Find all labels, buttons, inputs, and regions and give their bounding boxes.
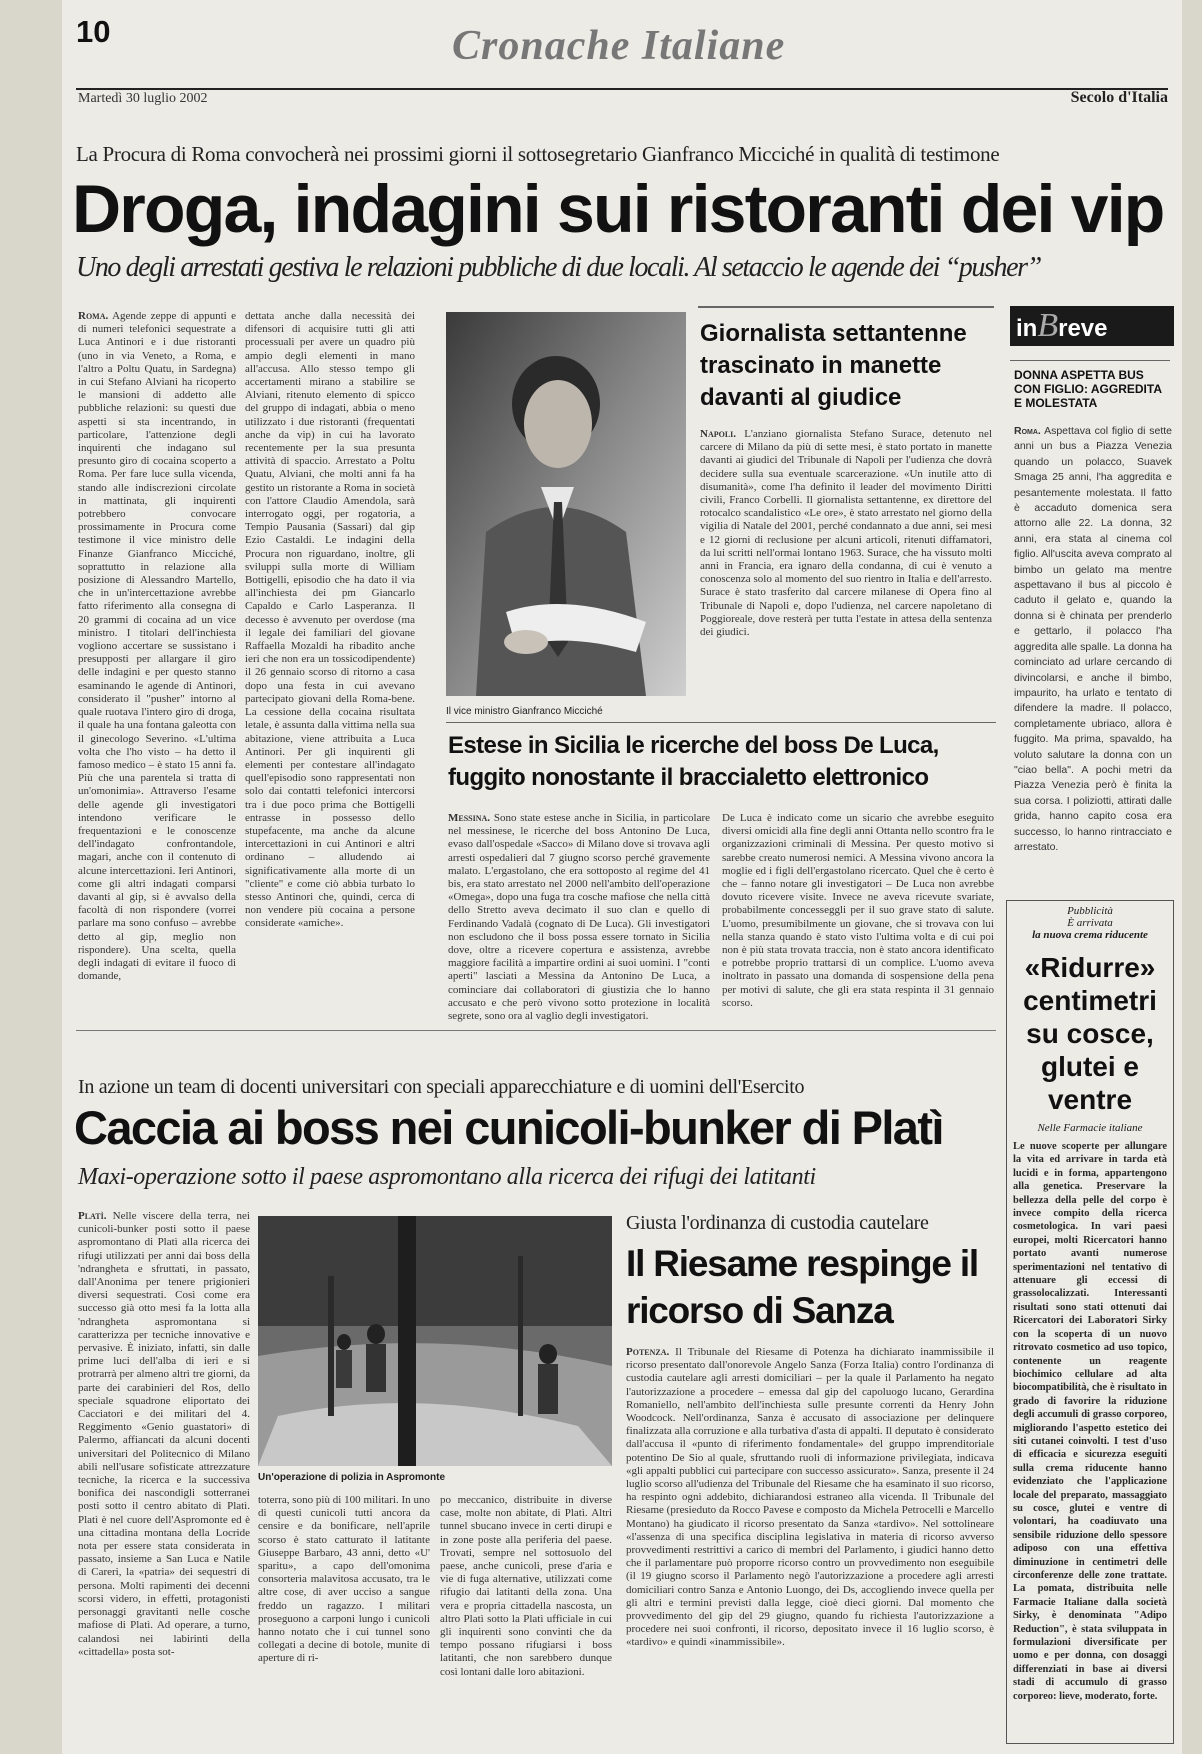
journalist-body-text: L'anziano giornalista Stefano Surace, detenuto nel carcere di Milano da più di sette mesi, è stato portato in manette davanti ai giudici del Tribunale di Napoli per l'udienza che dovrà decidere sulla sua eventuale scarcerazione. «Un inutile atto di disumanità», come l'ha definito il leader del movimento Diritti civili, Franco Corbelli. Il giornalista settantenne, ex direttore del rotocalco scandalistico «Le ore», è stato arrestato nel giorno della vigilia di Natale del 2001, perché condannato a due anni, sei mesi e 12 giorni di reclusione per alcuni articoli, ritenuti diffamatori, da lui scritti nell'ormai lontano 1963. Surace, che ha vissuto molti anni in Francia, era ignaro della condanna, di cui è venuto a conoscenza solo al momento del suo rientro in Italia e dell'arresto. Surace è stato trasferito dal carcere milanese di Opera fino al Tribunale di Napoli e, dopo l'udienza, nel carcere napoletano di Poggioreale, dove resterà per tutta l'estate in attesa della sentenza dei giudici.	[700, 428, 992, 639]
deluca-col2	[722, 812, 994, 1016]
ad-title: «Ridurre» centimetri su cosce, glutei e ventre	[1023, 952, 1157, 1115]
deluca-col1-text: Sono state estese anche in Sicilia, in particolare nel messinese, le ricerche del boss Antonino De Luca, evaso dall'ospedale «Sacco» di Milano dove si trovava agli arresti ospedalieri dal 7 giugno scorso perché gravemente malato. L'ergastolano, che era sottoposto al regime del 41 bis, era stato arrestato nel 2000 nell'ambito dell'operazione «Omega», dopo una fuga tra cosche mafiose che nella città dello Stretto aveva decimato il suo clan e quello di Ferdinando Vadalà (cognato di De Luca). Gli investigatori non escludono che il boss possa essere tornato in Sicilia dove, oltre a ricevere copertura e assistenza, avrebbe maggiore facilità a impartire ordini ai suoi uomini. I "conti aperti" lasciati a Messina da Antonino De Luca, a cominciare dai collaboratori di giustizia che lo hanno accusato e che però vivono sotto protezione in località segrete, sono ora al vaglio degli investigatori.	[448, 812, 711, 1023]
plati-col3	[440, 1494, 612, 1740]
ad-label: Pubblicità	[1067, 905, 1113, 917]
in-breve-dateline: Roma.	[1014, 425, 1041, 437]
sanza-body-text: Il Tribunale del Riesame di Potenza ha dichiarato inammissibile il ricorso presentato dall'onorevole Angelo Sanza (Forza Italia) contro l'ordinanza di custodia cautelare agli arresti domiciliari – per la quale il Parlamento ha negato l'autorizzazione a procedere – emessa dal gip del capoluogo lucano, Gerardina Romaniello, nell'ambito dell'inchiesta sulle presunte correnti da Henry John Woodcock. Nell'ordinanza, Sanza è accusato di associazione per delinquere finalizzata alla corruzione e alla turbativa d'asta di appalti. Il deputato è considerato dall'accusa il «punto di riferimento fondamentale» del gruppo imprenditoriale potentino De Sio al quale, sfruttando ruoli di informazione privilegiata, indicava «gli appalti pubblici cui partecipare con successo assicurato». Sanza, presente il 24 luglio scorso all'udienza del Tribunale del Riesame che ha esaminato il suo ricorso, ha respinto ogni addebito, dichiarandosi estraneo alla vicenda. Il Tribunale del Riesame (presieduto da Rocco Pavese e composto da Michela Petrocelli e Marcello Montano) ha giudicato il ricorso presentato da Sanza «tardivo». Nel sottolineare «l'assenza di una specifica disciplina legislativa in materia di ricorso avverso provvedimenti restrittivi a carico di membri del Parlamento, i giudici hanno detto che il parlamentare può proporre ricorso contro un provvedimento non eseguibile (il 19 giugno scorso il Parlamento negò l'autorizzazione a procedere agli arresti domiciliari contro Sanza e Antonio Luongo, dei Ds, accogliendo invece quella per gli altri e termini previsti dalla legge, cioè dieci giorni. Dal momento che provvedimento del gip del 29 giugno, quando fu richiesta l'autorizzazione a procedere nei suoi confronti, il ricorso, depositato invece il 16 luglio scorso, è «tardivo» e quindi «inammissibile».	[626, 1346, 995, 1649]
plati-col1	[78, 1210, 250, 1740]
in-breve-headline: DONNA ASPETTA BUS CON FIGLIO: AGGREDITA E MOLESTATA	[1014, 368, 1162, 410]
ad-line1: È arrivata	[1067, 917, 1113, 929]
sanza-kicker: Giusta l'ordinanza di custodia cautelare	[626, 1212, 929, 1234]
header-rule	[76, 88, 1168, 90]
issue-date: Martedì 30 luglio 2002	[78, 91, 208, 106]
ad-body: Le nuove scoperte per allungare la vita ed arrivare in tarda età lucidi e in forma, appartengono alla genetica. Preservare la bellezza della pelle del corpo è invece compito della ricerca cosmetologica. In vari paesi europei, molti Ricercatori hanno portato avanti numerose sperimentazioni nel tentativo di attenuare gli eccessi di grassolocalizzati. Interessanti risultati sono stati ottenuti dai Ricercatori dei Laboratori Sirky con la scoperta di un nuovo ritrovato cosmetico ad uso topico, contenente un reagente biochimico cellulare ad alta biocompatibilità, che è risultato in grado di favorire la riduzione degli accumuli di grasso corporeo, migliorando l'aspetto estetico dei siti cutanei coinvolti. I test d'uso di efficacia e sicurezza eseguiti sulla crema riducente hanno evidenziato che l'applicazione locale del preparato, massaggiato su cosce, glutei e ventre di volontari, ha coadiuvato una sensibile riduzione dello spessore adiposo con una effettiva diminuzione in centimetri delle circonferenze delle zone trattate. La pomata, distribuita nelle Farmacie Italiane dalla società Sirky, è denominata "Adipo Reduction", è stata sviluppata in formulazioni diversificate per uomo e per donna, con dosaggi differenziati in base ai diversi stadi di accumulo di grasso corporeo: lieve, moderato, forte.	[1013, 1141, 1167, 1702]
plati-col2-text: toterra, sono più di 100 militari. In uno di questi cunicoli tutti ancora da censire e da bonificare, nell'aprile scorso è stato catturato il latitante Giuseppe Barbaro, 43 anni, detto «U' sparitu», a capo dell'omonima consorteria malavitosa accusato, tra le altre cose, di aver ucciso a sangue freddo un ragazzo. I militari proseguono a carponi lungo i cunicoli hanno notato che i cui tunnel sono collegati a decine di botole, munite di aperture di ri-	[258, 1494, 430, 1665]
plati-col2	[258, 1494, 430, 1740]
journalist-body	[700, 428, 992, 696]
plati-col1-text: Nelle viscere della terra, nei cunicoli-bunker posti sotto il paese aspromontano di Platì alla ricerca dei rifugi utilizzati per anni dai boss della 'ndrangheta e sfruttati, in passato, dall'Anonima per tenere prigionieri diversi sequestrati. Così come era successo già otto mesi fa la lotta alla 'ndrangheta aspromontana si caratterizza per tecniche innovative e pervasive. È iniziato, infatti, sin dalle prime luci dell'alba di ieri e si protrarrà per almeno altri tre giorni, da parte dei carabinieri del Ros, dello speciale squadrone eliportato dei Cacciatori e dei militari del 4. Reggimento «Genio guastatori» di Palermo, affiancati da alcuni docenti universitari del Politecnico di Milano abili nell'usare sofisticate attrezzature tecniche, la ricerca e la successiva bonifica dei nascondigli sotterranei posti sotto il centro abitato di Platì. Platì è nel cuore dell'Aspromonte ed è una cittadina montana della Locride nota per essere stata considerata in passato, insieme a San Luca e Natile di Careri, la «patria» dei sequestri di persona. Molti rapimenti dei decenni scorsi videro, in effetti, protagonisti personaggi gravitanti nelle cosche mafiose di Platì. Ad operare, a turno, calandosi nei labirinti della «cittadella» posta sot-	[78, 1210, 250, 1658]
page-number: 10	[76, 14, 111, 49]
aspromonte-photo	[258, 1216, 612, 1466]
main-headline: Droga, indagini sui ristoranti dei vip	[72, 171, 1164, 247]
in-breve-body	[1014, 424, 1172, 882]
masthead: Secolo d'Italia	[1070, 89, 1168, 106]
ad-box	[1006, 900, 1174, 1744]
plati-kicker: In azione un team di docenti universitari con speciali apparecchiature e di uomini dell'Esercito	[78, 1076, 805, 1098]
ad-line2: la nuova crema riducente	[1032, 929, 1148, 941]
in-breve-text: Aspettava col figlio di sette anni un bus a Piazza Venezia quando un polacco, Suavek Smaga 25 anni, l'ha aggredita e pesantemente molestata. Il fatto è accaduto domenica sera attorno alle 22. La donna, 32 anni, era stata al cinema col figlio. All'uscita aveva comprato al bimbo un gelato ma mentre aspettavano il bus al piccolo è caduto il gelato e, quando la donna si è chinata per prenderlo e gettarlo, il polacco l'ha aggredita alle spalle. La donna ha cominciato ad urlare cercando di divincolarsi, e anche il bimbo, impaurito, ha urlato e tentato di difendere la madre. Il polacco, completamente ubriaco, allora è fuggito. Ma prima, spavaldo, ha voluto salutare la donna con un "ciao bella". A pochi metri da Piazza Venezia però è finita la sua corsa. I poliziotti, attirati dalle grida, hanno capito cosa era successo, lo hanno rintracciato e arrestato.	[1014, 425, 1172, 853]
newspaper-page	[62, 0, 1182, 1754]
in-breve-box	[1010, 306, 1174, 886]
sanza-headline: Il Riesame respinge il ricorso di Sanza	[626, 1243, 978, 1331]
journalist-dateline: Napoli.	[700, 428, 737, 440]
main-article-col2	[245, 310, 415, 1016]
deluca-dateline: Messina.	[448, 812, 491, 824]
journalist-headline: Giornalista settantenne trascinato in manette davanti al giudice	[700, 320, 967, 411]
in-breve-rule	[1010, 360, 1170, 361]
sanza-dateline: Potenza.	[626, 1346, 670, 1358]
plati-top-rule	[76, 1030, 996, 1031]
main-col1-text: Agende zeppe di appunti e di numeri telefonici sequestrate a Luca Antinori e i due ristoranti (uno in via Veneto, a Roma, e l'altro a Poltu Quatu, in Sardegna) in cui Stefano Alviani ha ricoperto le mansioni di addetto alle pubbliche relazioni: su questi due aspetti si sta incentrando, in particolare, l'attenzione degli inquirenti che indagano sul presunto giro di cocaina scoperto a Roma. Per fare luce sulla vicenda, stando alle indiscrezioni circolate in mattinata, gli inquirenti potrebbero convocare prossimamente in Procura come testimone il vice ministro delle Finanze Gianfranco Micciché, soprattutto in relazione alla posizione di Alessandro Martello, che in un'intercettazione avrebbe fatto riferimento alla consegna di 20 grammi di cocaina ad un vice ministro. I titolari dell'inchiesta vogliono accertare se sussistano i presupposti per allargare il giro delle indagini e per questo stanno esaminando le agende di Antinori, considerato il "pusher" intorno al quale ruotava l'intero giro di droga, il quale ha una fontana galeotta con il ginecologo Severino. «L'ultima volta che l'ho visto – ha detto il famoso medico – è stato 15 anni fa. Più che una parentela si tratta di un'omonimia». Attraverso l'esame delle agende gli investigatori intendono verificare le frequentazioni e le conoscenze dell'indagato confrontandole, magari, anche con il contenuto di alcune intercettazioni. Ieri Antinori, come gli altri indagati comparsi davanti al gip, si è avvalso della facoltà di non rispondere (vorrei parlare ma sono confuso – avrebbe detto al gip, meglio non rispondere). Una scelta, quella degli indagati di evitare il fuoco di domande,	[78, 310, 236, 983]
main-article-col1	[78, 310, 236, 1016]
plati-col3-text: po meccanico, distribuite in diverse case, molte non abitate, di Platì. Altri tunnel sbucano invece in certi dirupi e in zone poste alla periferia del paese. Trovati, sempre nel sottosuolo del paese, anche cunicoli, prese d'aria e vie di fuga alternative, utilizzati come rifugio dai latitanti della zona. Una vera e propria cittadella nascosta, un altro Platì sotto la Platì ufficiale in cui gli inquirenti sono convinti che da tempo possano rifugiarsi i boss latitanti, che non sarebbero dunque così lontani dalle loro abitazioni.	[440, 1494, 612, 1678]
plati-dateline: Platì.	[78, 1210, 107, 1222]
deluca-top-rule	[446, 722, 996, 723]
aspromonte-photo-caption: Un'operazione di polizia in Aspromonte	[258, 1472, 446, 1483]
journalist-top-rule	[698, 306, 994, 308]
micciche-photo-caption: Il vice ministro Gianfranco Micciché	[446, 706, 603, 717]
deluca-headline: Estese in Sicilia le ricerche del boss De Luca, fuggito nonostante il braccialetto elettronico	[448, 732, 939, 791]
micciche-photo	[446, 312, 686, 696]
main-col2-text: dettata anche dalla necessità dei difensori di acquisire tutti gli atti processuali per avere un quadro più ampio degli elementi in mano all'accusa. Allo stesso tempo gli accertamenti mirano a stabilire se Alviani, ritenuto elemento di spicco del gruppo di indagati, abbia o meno utilizzato i due ristoranti (frequentati anche da vip) in cui ha lavorato recentemente per la sua presunta attività di spaccio. Arrestato a Poltu Quatu, Alviani, che molti anni fa ha gestito un ristorante a Roma in società con l'attore Claudio Amendola, sarà interrogato oggi, per rogatoria, a Tempio Pausania (Sassari) dal gip Ezio Castaldi. Le indagini della Procura non riguardano, inoltre, gli sviluppi sulla morte di William Bottigelli, episodio che ha dato il via all'inchiesta dei pm Giancarlo Capaldo e Carlo Lasperanza. Il decesso è avvenuto per overdose (ma il legale dei familiari del giovane Raffaella Mozaldi ha ribadito anche ieri che non era un tossicodipendente) il 26 gennaio scorso di ritorno a casa dopo una festa in cui avevano partecipato giovani della Roma-bene. La cessione della cocaina risultata letale, è assunta dalla vittima nella sua abitazione, viene attribuita a Luca Antinori. Per gli inquirenti gli elementi per contestare all'indagato quell'episodio sono rappresentati non solo dai contatti telefonici intercorsi tra i due poco prima che Bottigelli entrasse in possesso dello stupefacente, ma anche da alcune intercettazioni in cui Antinori e altri ordinano – alludendo ai significativamente alla morte di un "cliente" e come ciò abbia turbato lo stesso Antinori che, quindi, cerca di non vendere più cocaina a persone considerate «amiche».	[245, 310, 415, 930]
main-dateline: Roma.	[78, 310, 109, 322]
deluca-col2-text: De Luca è indicato come un sicario che avrebbe eseguito diversi omicidi alla fine degli anni Ottanta nello scontro fra le organizzazioni criminali di Messina. Per questo motivo si sarebbe creato numerosi nemici. A Messina vivono ancora la moglie ed i figli dell'ergastolano ricercato. Quel che è certo è che – fanno notare gli investigatori – De Luca non avrebbe dovuto ricevere visite. Invece ne aveva ricevute svariate, probabilmente concesseggli per il suo grave stato di salute. L'uomo, presumibilmente un giovane, che si trovava con lui nella stanza quando è stato visto l'ultima volta e di cui poi non è più stata trovata traccia, non è stato ancora identificato e potrebbe proprio trattarsi di un complice. L'uomo aveva inoltrato in passato una domanda di sospensione della pena per motivi di salute, che gli era stata respinta il 31 gennaio scorso.	[722, 812, 994, 1009]
sanza-body	[626, 1346, 994, 1740]
deluca-col1	[448, 812, 711, 1023]
section-title: Cronache Italiane	[452, 23, 786, 69]
main-subheadline: Uno degli arrestati gestiva le relazioni pubbliche di due locali. Al setaccio le agende dei “pusher”	[76, 252, 1041, 283]
main-kicker: La Procura di Roma convocherà nei prossimi giorni il sottosegretario Gianfranco Micciché in qualità di testimone	[76, 142, 1000, 166]
ad-line3: Nelle Farmacie italiane	[1037, 1122, 1143, 1134]
in-breve-label: inBreve	[1010, 306, 1174, 346]
plati-headline: Caccia ai boss nei cunicoli-bunker di Platì	[74, 1101, 943, 1154]
plati-subheadline: Maxi-operazione sotto il paese aspromontano alla ricerca dei rifugi dei latitanti	[78, 1164, 816, 1190]
